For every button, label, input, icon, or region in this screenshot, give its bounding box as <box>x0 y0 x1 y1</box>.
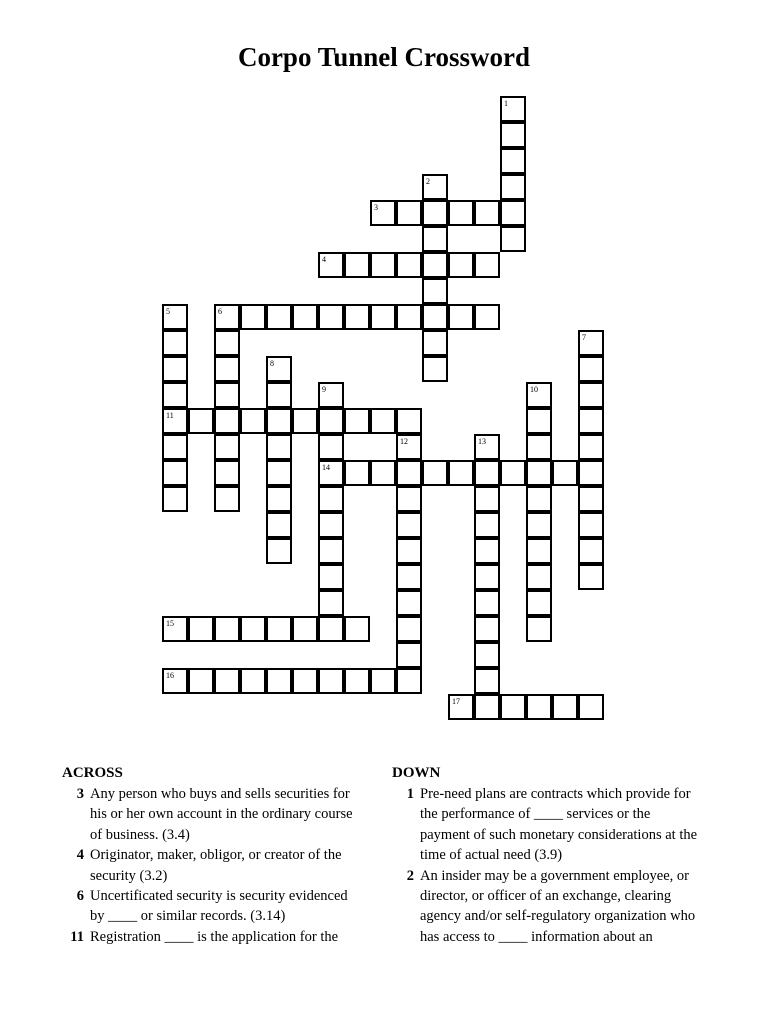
grid-cell[interactable] <box>474 460 500 486</box>
grid-cell[interactable] <box>214 304 240 330</box>
grid-cell[interactable] <box>526 460 552 486</box>
cell-number: 10 <box>530 385 538 394</box>
grid-cell[interactable] <box>162 304 188 330</box>
clue-text: Pre-need plans are contracts which provide for the performance of ____ services or the payment of such monetary considerations at the time of actual need (3.9) <box>420 786 698 864</box>
clue-down-2 <box>392 866 702 948</box>
cell-number: 12 <box>400 437 408 446</box>
grid-cell[interactable] <box>396 252 422 278</box>
grid-cell[interactable] <box>240 616 266 642</box>
grid-cell[interactable] <box>422 330 448 356</box>
grid-cell[interactable] <box>214 668 240 694</box>
grid-cell[interactable] <box>396 486 422 512</box>
grid-cell[interactable] <box>474 668 500 694</box>
grid-cell[interactable] <box>526 616 552 642</box>
grid-cell[interactable] <box>318 304 344 330</box>
grid-cell[interactable] <box>474 512 500 538</box>
grid-cell[interactable] <box>578 434 604 460</box>
grid-cell[interactable] <box>578 512 604 538</box>
grid-cell[interactable] <box>162 382 188 408</box>
grid-cell[interactable] <box>526 564 552 590</box>
grid-cell[interactable] <box>474 564 500 590</box>
grid-cell[interactable] <box>344 616 370 642</box>
grid-cell[interactable] <box>266 304 292 330</box>
grid-cell[interactable] <box>578 330 604 356</box>
grid-cell[interactable] <box>318 668 344 694</box>
grid-cell[interactable] <box>344 408 370 434</box>
grid-cell[interactable] <box>578 564 604 590</box>
grid-cell[interactable] <box>214 356 240 382</box>
grid-cell[interactable] <box>396 616 422 642</box>
grid-cell[interactable] <box>266 616 292 642</box>
grid-cell[interactable] <box>396 642 422 668</box>
grid-cell[interactable] <box>448 694 474 720</box>
grid-cell[interactable] <box>318 512 344 538</box>
across-clues <box>62 762 362 947</box>
cell-number: 14 <box>322 463 330 472</box>
clue-text: An insider may be a government employee, or director, or officer of an exchange, clearing agency and/or self-regulatory organization who has access to ____ information about an <box>420 867 696 945</box>
grid-cell[interactable] <box>162 356 188 382</box>
grid-cell[interactable] <box>474 616 500 642</box>
grid-cell[interactable] <box>162 668 188 694</box>
grid-cell[interactable] <box>370 304 396 330</box>
grid-cell[interactable] <box>240 668 266 694</box>
grid-cell[interactable] <box>318 616 344 642</box>
grid-cell[interactable] <box>318 460 344 486</box>
grid-cell[interactable] <box>214 330 240 356</box>
grid-cell[interactable] <box>162 460 188 486</box>
grid-cell[interactable] <box>266 460 292 486</box>
grid-cell[interactable] <box>318 252 344 278</box>
cell-number: 13 <box>478 437 486 446</box>
cell-number: 7 <box>582 333 586 342</box>
grid-cell[interactable] <box>344 668 370 694</box>
down-clues <box>392 762 702 947</box>
grid-cell[interactable] <box>448 252 474 278</box>
clue-across-6 <box>62 886 362 927</box>
across-heading: ACROSS <box>62 765 123 781</box>
grid-cell[interactable] <box>552 694 578 720</box>
grid-cell[interactable] <box>500 200 526 226</box>
grid-cell[interactable] <box>292 408 318 434</box>
grid-cell[interactable] <box>240 408 266 434</box>
grid-cell[interactable] <box>396 200 422 226</box>
grid-cell[interactable] <box>448 200 474 226</box>
grid-cell[interactable] <box>500 694 526 720</box>
grid-cell[interactable] <box>526 694 552 720</box>
grid-cell[interactable] <box>474 590 500 616</box>
grid-cell[interactable] <box>266 356 292 382</box>
clue-text: Any person who buys and sells securities for his or her own account in the ordinary course of business. (3.4) <box>90 786 353 843</box>
grid-cell[interactable] <box>526 382 552 408</box>
grid-cell[interactable] <box>448 304 474 330</box>
grid-cell[interactable] <box>578 486 604 512</box>
clue-across-4 <box>62 845 362 886</box>
grid-cell[interactable] <box>318 486 344 512</box>
grid-cell[interactable] <box>162 486 188 512</box>
grid-cell[interactable] <box>526 486 552 512</box>
grid-cell[interactable] <box>396 590 422 616</box>
grid-cell[interactable] <box>526 408 552 434</box>
grid-cell[interactable] <box>552 460 578 486</box>
grid-cell[interactable] <box>474 252 500 278</box>
grid-cell[interactable] <box>344 252 370 278</box>
grid-cell[interactable] <box>396 538 422 564</box>
grid-cell[interactable] <box>162 330 188 356</box>
grid-cell[interactable] <box>188 616 214 642</box>
cell-number: 11 <box>166 411 174 420</box>
grid-cell[interactable] <box>500 96 526 122</box>
grid-cell[interactable] <box>370 668 396 694</box>
cell-number: 2 <box>426 177 430 186</box>
grid-cell[interactable] <box>422 460 448 486</box>
grid-cell[interactable] <box>474 200 500 226</box>
grid-cell[interactable] <box>370 408 396 434</box>
grid-cell[interactable] <box>474 694 500 720</box>
grid-cell[interactable] <box>474 486 500 512</box>
grid-cell[interactable] <box>318 382 344 408</box>
grid-cell[interactable] <box>500 460 526 486</box>
clue-number: 2 <box>406 867 414 884</box>
grid-cell[interactable] <box>162 434 188 460</box>
grid-cell[interactable] <box>422 304 448 330</box>
grid-cell[interactable] <box>448 460 474 486</box>
grid-cell[interactable] <box>266 512 292 538</box>
grid-cell[interactable] <box>318 434 344 460</box>
cell-number: 3 <box>374 203 378 212</box>
cell-number: 15 <box>166 619 174 628</box>
grid-cell[interactable] <box>396 564 422 590</box>
grid-cell[interactable] <box>396 512 422 538</box>
grid-cell[interactable] <box>422 200 448 226</box>
grid-cell[interactable] <box>500 226 526 252</box>
clue-text: Uncertificated security is security evidenced by ____ or similar records. (3.14) <box>90 888 348 925</box>
grid-cell[interactable] <box>240 304 266 330</box>
grid-cell[interactable] <box>422 252 448 278</box>
clue-text: Registration ____ is the application for the <box>90 928 339 945</box>
grid-cell[interactable] <box>344 460 370 486</box>
grid-cell[interactable] <box>474 538 500 564</box>
clue-number: 4 <box>76 847 84 864</box>
grid-cell[interactable] <box>318 590 344 616</box>
grid-cell[interactable] <box>188 408 214 434</box>
grid-cell[interactable] <box>266 538 292 564</box>
grid-cell[interactable] <box>578 538 604 564</box>
grid-cell[interactable] <box>266 486 292 512</box>
page-title: Corpo Tunnel Crossword <box>237 42 531 72</box>
grid-cell[interactable] <box>214 616 240 642</box>
cell-number: 9 <box>322 385 326 394</box>
grid-cell[interactable] <box>266 668 292 694</box>
grid-cell[interactable] <box>318 564 344 590</box>
grid-cell[interactable] <box>474 304 500 330</box>
grid-cell[interactable] <box>188 668 214 694</box>
grid-cell[interactable] <box>266 408 292 434</box>
grid-cell[interactable] <box>162 616 188 642</box>
clue-text: Originator, maker, obligor, or creator of the security (3.2) <box>90 847 342 884</box>
grid-cell[interactable] <box>214 486 240 512</box>
grid-cell[interactable] <box>578 694 604 720</box>
clue-down-1 <box>392 784 702 866</box>
cell-number: 5 <box>166 307 170 316</box>
grid-cell[interactable] <box>214 408 240 434</box>
grid-cell[interactable] <box>578 382 604 408</box>
grid-cell[interactable] <box>396 668 422 694</box>
grid-cell[interactable] <box>318 538 344 564</box>
grid-cell[interactable] <box>500 174 526 200</box>
cell-number: 6 <box>218 307 222 316</box>
grid-cell[interactable] <box>500 148 526 174</box>
grid-cell[interactable] <box>578 356 604 382</box>
grid-cell[interactable] <box>500 122 526 148</box>
clue-number: 1 <box>406 786 414 802</box>
grid-cell[interactable] <box>214 382 240 408</box>
cell-number: 8 <box>270 359 274 368</box>
clue-across-11 <box>62 927 362 947</box>
grid-cell[interactable] <box>396 460 422 486</box>
grid-cell[interactable] <box>370 460 396 486</box>
grid-cell[interactable] <box>370 200 396 226</box>
grid-cell[interactable] <box>292 304 318 330</box>
grid-cell[interactable] <box>474 642 500 668</box>
grid-cell[interactable] <box>214 460 240 486</box>
grid-cell[interactable] <box>422 356 448 382</box>
grid-cell[interactable] <box>474 434 500 460</box>
grid-cell[interactable] <box>526 538 552 564</box>
grid-cell[interactable] <box>344 304 370 330</box>
grid-cell[interactable] <box>578 460 604 486</box>
grid-cell[interactable] <box>266 434 292 460</box>
grid-cell[interactable] <box>422 174 448 200</box>
grid-cell[interactable] <box>396 408 422 434</box>
grid-cell[interactable] <box>396 434 422 460</box>
clue-number: 6 <box>76 888 84 905</box>
grid-cell[interactable] <box>292 668 318 694</box>
clue-number: 11 <box>70 928 84 945</box>
clue-across-3 <box>62 784 362 845</box>
grid-cell[interactable] <box>526 512 552 538</box>
grid-cell[interactable] <box>396 304 422 330</box>
grid-cell[interactable] <box>266 382 292 408</box>
cell-number: 17 <box>452 697 460 706</box>
cell-number: 1 <box>504 99 508 108</box>
clue-number: 3 <box>76 786 84 802</box>
grid-cell[interactable] <box>318 408 344 434</box>
cell-number: 4 <box>322 255 326 264</box>
grid-cell[interactable] <box>526 434 552 460</box>
grid-cell[interactable] <box>162 408 188 434</box>
down-heading: DOWN <box>392 765 441 781</box>
grid-cell[interactable] <box>422 278 448 304</box>
cell-number: 16 <box>166 671 174 680</box>
grid-cell[interactable] <box>214 434 240 460</box>
grid-cell[interactable] <box>578 408 604 434</box>
grid-cell[interactable] <box>292 616 318 642</box>
grid-cell[interactable] <box>370 252 396 278</box>
grid-cell[interactable] <box>422 226 448 252</box>
grid-cell[interactable] <box>526 590 552 616</box>
